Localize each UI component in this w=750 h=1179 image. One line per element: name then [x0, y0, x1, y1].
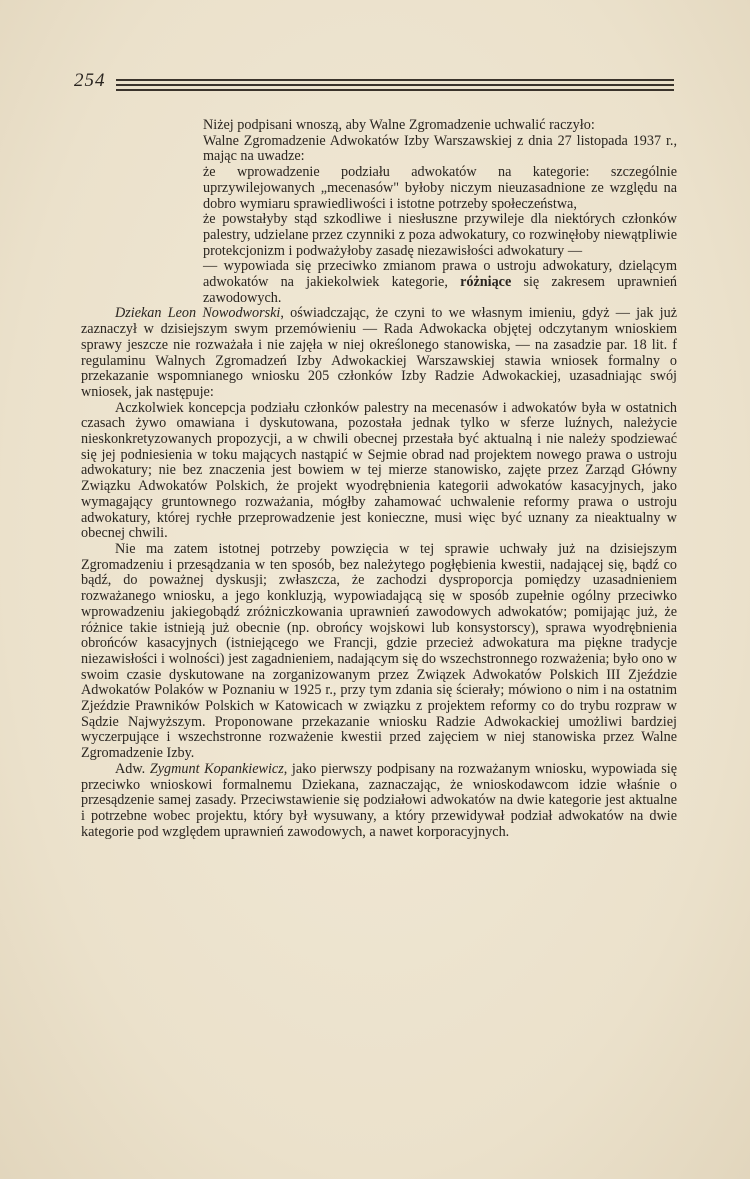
header-rule	[116, 89, 674, 91]
page-header	[74, 70, 674, 96]
dean-text: , oświadczając, że czyni to we własnym imieniu, gdyż — jak już zaznaczył w dzisiejszym swym przemówieniu — Rada Adwokacka objętej odczytanym wnioskiem sprawy jeszcze nie rozważała i nie zajęła w niej określonego stanowiska, — na zasadzie par. 18 lit. f regulaminu Walnych Zgromadzeń Izby Adwokackiej Warszawskiej stawia wniosek formalny o przekazanie wspomnianego wniosku 205 członków Izby Radzie Adwokackiej, uzasadniając swój wniosek, jak następuje:	[81, 305, 678, 400]
motion-bold-word: różniące	[460, 274, 512, 291]
motion-paragraph	[203, 259, 677, 306]
motion-paragraph: Walne Zgromadzenie Adwokatów Izby Warszawskiej z dnia 27 listopada 1937 r., mając na uwadze:	[203, 132, 677, 165]
adw-text: , jako pierwszy podpisany na rozważanym wniosku, wypowiada się przeciwko wnioskowi formalnemu Dziekana, zaznaczając, że wnioskodawcom idzie właśnie o przesądzenie samej zasady. Przeciwstawienie się podziałowi adwokatów na dwie kategorie jest aktualne i potrzebne wobec projektu, który był wysuwany, a który przewidywał podział adwokatów na dwie kategorie pod względem uprawnień zawodowych, a nawet korporacyjnych.	[81, 760, 677, 840]
dean-paragraph	[81, 306, 677, 400]
motion-paragraph: że powstałyby stąd szkodliwe i niesłuszne przywileje dla niektórych członków palestry, udzielane przez czynniki z poza adwokatury, co rozwinęłoby niewątpliwie protekcjonizm i podważyłoby zasadę niezawisłości adwokatury —	[203, 211, 677, 259]
page-number: 254	[74, 70, 106, 91]
motion-text: się zakresem uprawnień zawodowych.	[203, 274, 677, 306]
page-body	[81, 118, 677, 840]
motion-paragraph: że wprowadzenie podziału adwokatów na kategorie: szczególnie uprzywilejowanych „mecenasów" byłoby niczym nieuzasadnione ze względu na dobro wymiaru sprawiedliwości i istotne potrzeby społeczeństwa,	[203, 164, 677, 212]
adw-title: Adw.	[115, 760, 146, 777]
adw-paragraph	[81, 762, 677, 841]
adw-name: Zygmunt Kopankiewicz	[149, 760, 284, 777]
header-rule	[116, 79, 674, 81]
header-rule	[116, 84, 674, 86]
dean-name: Leon Nowodworski	[167, 305, 281, 322]
motion-block	[81, 118, 677, 306]
quote-paragraph-2: Nie ma zatem istotnej potrzeby powzięcia w tej sprawie uchwały już na dzisiejszym Zgromadzeniu i przesądzania w ten sposób, bez należytego pogłębienia kwestii, nadającej się, bądź co bądź, do poważnej dyskusji; zwłaszcza, że zachodzi dysproporcja pomiędzy uzasadnieniem rozważanego wniosku, a jego konkluzją, wypowiadającą się w sposób zupełnie ogólny przeciwko wprowadzeniu jakiegobądź zróżniczkowania uprawnień zawodowych adwokatów; pomijając już, że różnice takie istnieją już obecnie (np. obrońcy wojskowi lub konsystorscy), sprawa wyodrębnienia obrońców kasacyjnych (istniejącego we Francji, gdzie przecież adwokatura ma piękne tradycje niezawisłości i wolności) jest zagadnieniem, nadającym się do wszechstronnego rozważenia; było ono w swoim czasie dyskutowane na zorganizowanym przez Związek Adwokatów Polskich III Zjeździe Adwokatów Polaków w Poznaniu w 1925 r., przy tym zdania się ścierały; mówiono o nim i na ostatnim Zjeździe Prawników Polskich w Katowicach w związku z projektem reformy co do trybu rozpraw w Sądzie Najwyższym. Proponowane przekazanie wniosku Radzie Adwokackiej umożliwi bardziej wyczerpujące i wszechstronne rozważenie kwestii przed zajęciem w niej stanowiska przez Walne Zgromadzenie Izby.	[81, 540, 677, 762]
motion-text: — wypowiada się przeciwko zmianom prawa o ustroju adwokatury, dzielącym adwokatów na jakiekolwiek kategorie,	[203, 258, 677, 291]
dean-title: Dziekan	[115, 305, 162, 322]
quote-paragraph-1: Aczkolwiek koncepcja podziału członków palestry na mecenasów i adwokatów była w ostatnich czasach żywo omawiana i dyskutowana, pozostała jednak tylko w sferze luźnych, należycie nieskonkretyzowanych propozycji, a w chwili obecnej przestała być aktualną i nie należy spodziewać się jej podniesienia w toku mających nastąpić w Sejmie obrad nad projektem nowego prawa o ustroju adwokatury; nie bez znaczenia jest bowiem w tej mierze stanowisko, zajęte przez Zarząd Główny Związku Adwokatów Polskich, że projekt wyodrębnienia kategorii adwokatów kasacyjnych, jako wymagający gruntownego rozważania, mógłby zahamować uchwalenie reformy prawa o ustroju adwokatury, której rychłe przeprowadzenie jest konieczne, musi więc być uznany za nieaktualny w obecnej chwili.	[81, 399, 677, 542]
motion-intro: Niżej podpisani wnoszą, aby Walne Zgromadzenie uchwalić raczyło:	[203, 117, 595, 133]
